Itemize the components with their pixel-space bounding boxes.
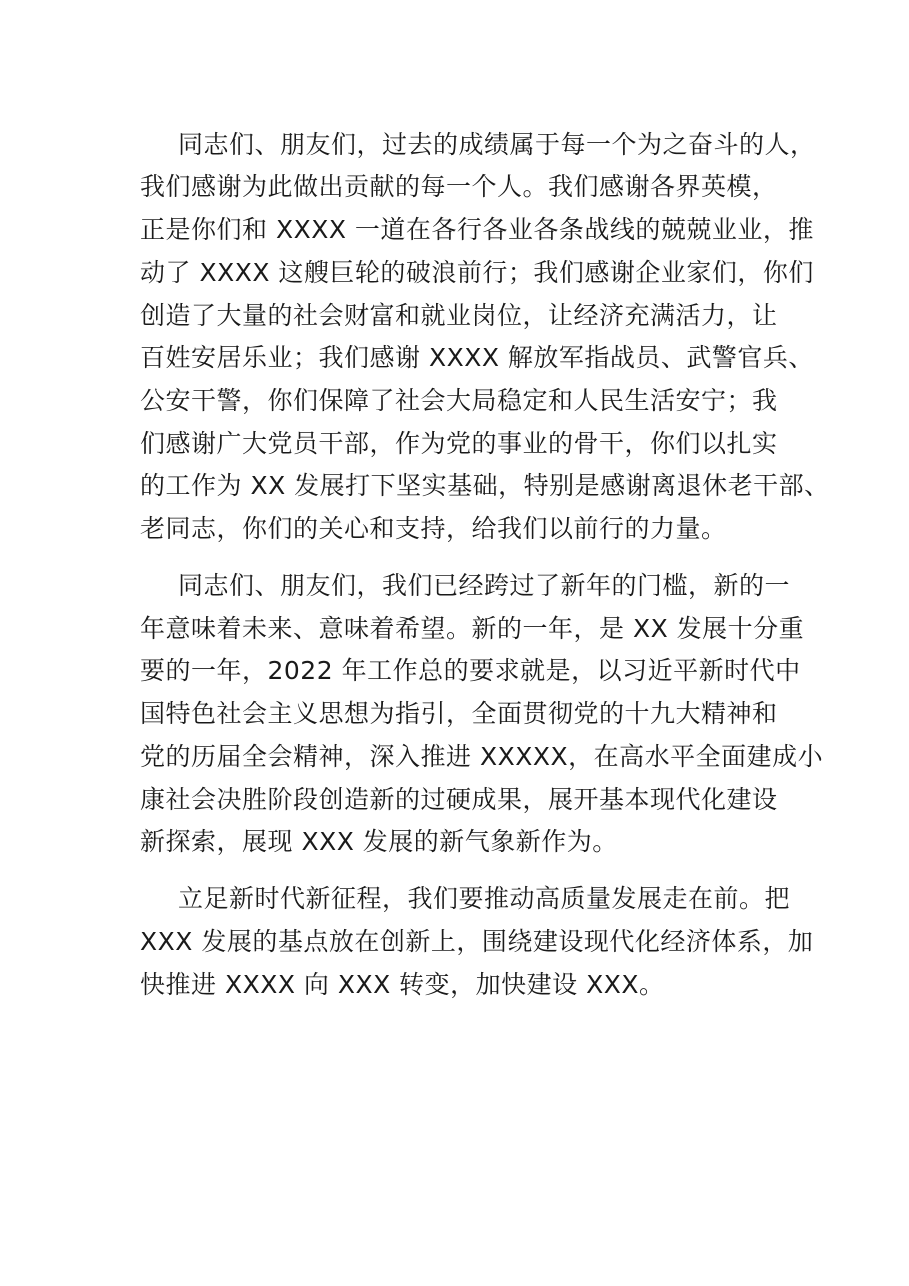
paragraph-line: 新探索，展现 XXX 发展的新气象新作为。: [140, 827, 618, 856]
paragraph-line: 创造了大量的社会财富和就业岗位，让经济充满活力，让: [140, 301, 778, 330]
paragraph-line: 国特色社会主义思想为指引，全面贯彻党的十九大精神和: [140, 699, 778, 728]
paragraph-line: 公安干警，你们保障了社会大局稳定和人民生活安宁；我: [140, 386, 778, 415]
paragraph-line: 快推进 XXXX 向 XXX 转变，加快建设 XXX。: [140, 970, 665, 999]
paragraph-line: 立足新时代新征程，我们要推动高质量发展走在前。把: [178, 884, 791, 913]
paragraph-line: 的工作为 XX 发展打下坚实基础，特别是感谢离退休老干部、: [140, 471, 830, 500]
paragraph-line: 同志们、朋友们，我们已经跨过了新年的门槛，新的一: [178, 571, 791, 600]
paragraph-line: 年意味着未来、意味着希望。新的一年，是 XX 发展十分重: [140, 614, 805, 643]
paragraph-line: 动了 XXXX 这艘巨轮的破浪前行；我们感谢企业家们，你们: [140, 258, 814, 287]
paragraph-line: 百姓安居乐业；我们感谢 XXXX 解放军指战员、武警官兵、: [140, 343, 814, 372]
paragraph-line: 我们感谢为此做出贡献的每一个人。我们感谢各界英模，: [140, 172, 778, 201]
paragraph-line: 党的历届全会精神，深入推进 XXXXX，在高水平全面建成小: [140, 742, 824, 771]
paragraph-line: 正是你们和 XXXX 一道在各行各业各条战线的兢兢业业，推: [140, 215, 814, 244]
paragraph-line: 康社会决胜阶段创造新的过硬成果，展开基本现代化建设: [140, 785, 778, 814]
paragraph-line: 们感谢广大党员干部，作为党的事业的骨干，你们以扎实: [140, 429, 778, 458]
paragraph-line: 要的一年，2022 年工作总的要求就是，以习近平新时代中: [140, 656, 801, 685]
paragraph-line: XXX 发展的基点放在创新上，围绕建设现代化经济体系，加: [140, 927, 814, 956]
paragraph-line: 老同志，你们的关心和支持，给我们以前行的力量。: [140, 514, 727, 543]
paragraph-line: 同志们、朋友们，过去的成绩属于每一个为之奋斗的人，: [178, 130, 816, 159]
